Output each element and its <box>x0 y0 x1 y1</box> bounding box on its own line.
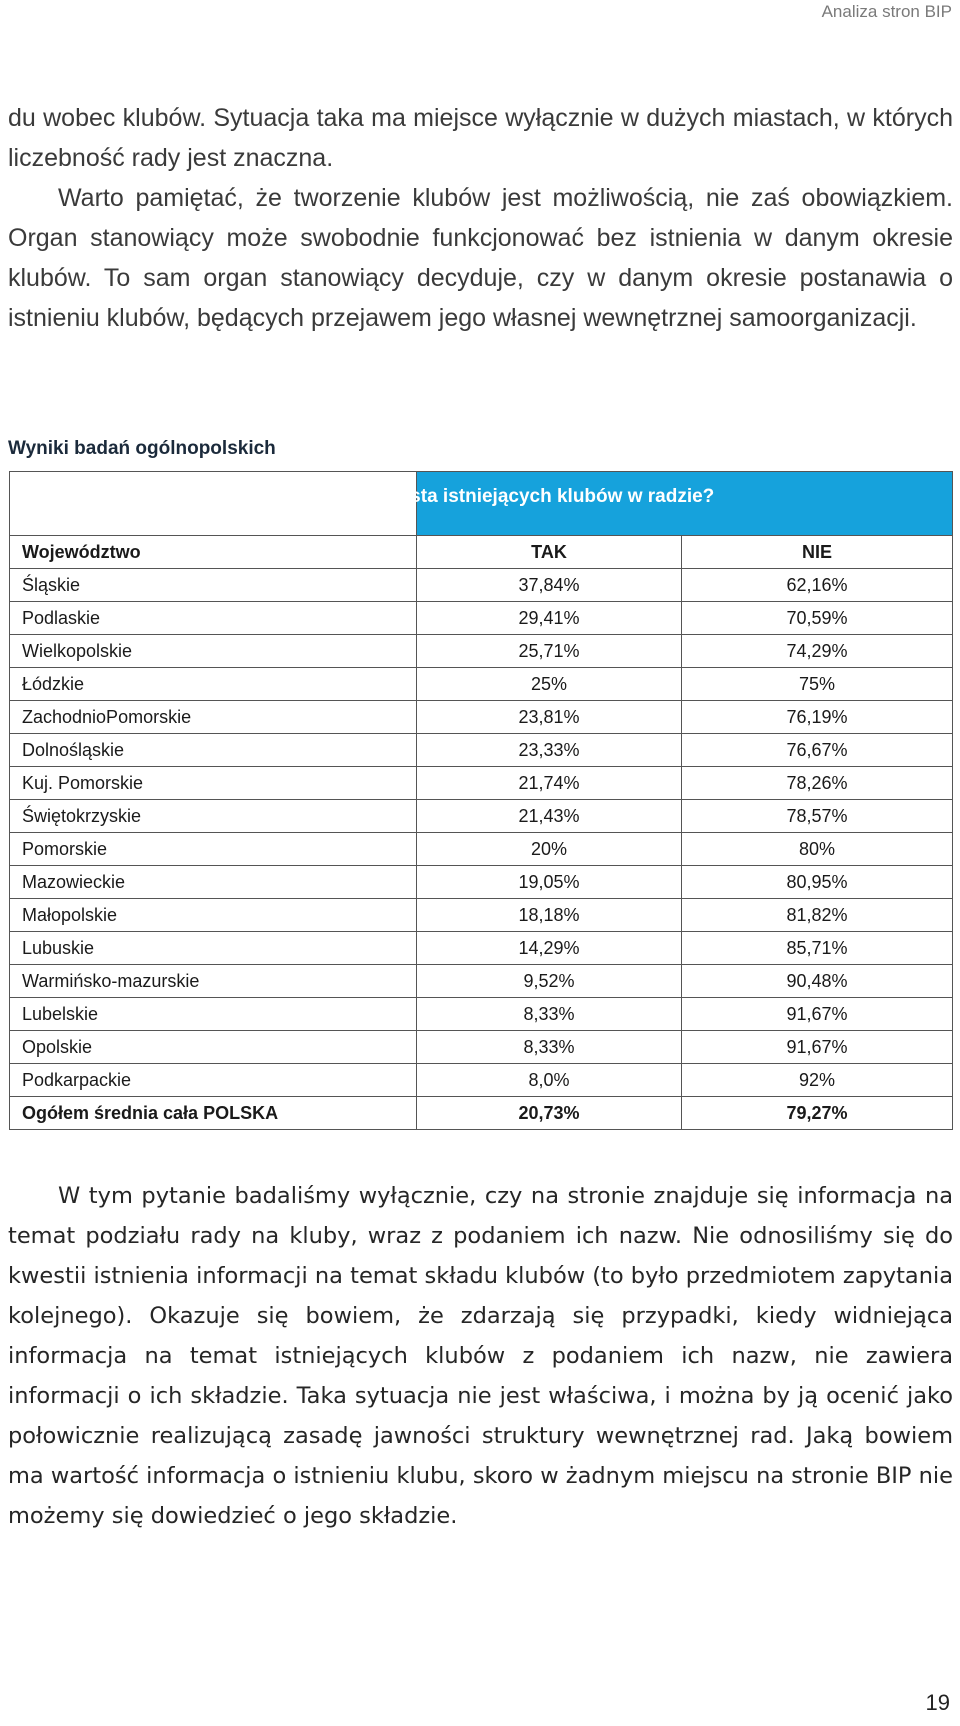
table-row <box>10 866 953 899</box>
table-row <box>10 833 953 866</box>
no-cell: 90,48% <box>682 965 953 998</box>
intro-paragraph-2: Warto pamiętać, że tworzenie klubów jest możliwością, nie zaś obowiązkiem. Organ stanowiący może swobodnie funkcjonować bez istnienia w danym okresie klubów. To sam organ stanowiący decyduje, czy w danym okresie postanawia o istnieniu klubów, będących przejawem jego własnej wewnętrznej samoorganizacji. <box>8 184 953 332</box>
no-cell: 80,95% <box>682 866 953 899</box>
no-cell: 75% <box>682 668 953 701</box>
column-header-yes: TAK <box>417 536 682 569</box>
yes-cell: 37,84% <box>417 569 682 602</box>
table-row <box>10 668 953 701</box>
body-text <box>8 1176 953 1536</box>
yes-cell: 20% <box>417 833 682 866</box>
region-cell: Podkarpackie <box>10 1064 417 1097</box>
running-header: Analiza stron BIP <box>821 2 952 21</box>
yes-cell: 14,29% <box>417 932 682 965</box>
no-cell: 92% <box>682 1064 953 1097</box>
page-number: 19 <box>925 1690 950 1715</box>
table-row <box>10 1031 953 1064</box>
region-cell: Lubelskie <box>10 998 417 1031</box>
region-cell: Mazowieckie <box>10 866 417 899</box>
column-header-no: NIE <box>682 536 953 569</box>
table-row <box>10 899 953 932</box>
region-cell: ZachodnioPomorskie <box>10 701 417 734</box>
region-cell: Podlaskie <box>10 602 417 635</box>
table-row <box>10 767 953 800</box>
body-paragraph: W tym pytanie badaliśmy wyłącznie, czy na stronie znajduje się informacja na temat podziału rady na kluby, wraz z podaniem ich nazw. Nie odnosiliśmy się do kwestii istnienia informacji na temat składu klubów (to było przedmiotem zapytania kolejnego). Okazuje się bowiem, że zdarzają się przypadki, kiedy widniejąca informacja na temat istniejących klubów z podaniem ich nazw, nie zawiera informacji o ich składzie. Taka sytuacja nie jest właściwa, i można by ją ocenić jako połowicznie realizującą zasadę jawności struktury wewnętrznej rad. Jaką bowiem ma wartość informacja o istnieniu klubu, skoro w żadnym miejscu na stronie BIP nie możemy się dowiedzieć o jego składzie. <box>8 1183 953 1529</box>
no-cell: 70,59% <box>682 602 953 635</box>
region-cell: Łódzkie <box>10 668 417 701</box>
table-row <box>10 932 953 965</box>
region-cell: Wielkopolskie <box>10 635 417 668</box>
no-cell: 76,67% <box>682 734 953 767</box>
total-no-cell: 79,27% <box>682 1097 953 1130</box>
region-cell: Warmińsko-mazurskie <box>10 965 417 998</box>
yes-cell: 23,33% <box>417 734 682 767</box>
section-title: Wyniki badań ogólnopolskich <box>8 438 276 459</box>
region-cell: Świętokrzyskie <box>10 800 417 833</box>
no-cell: 80% <box>682 833 953 866</box>
table-question: Czy podana jest lista istniejących klubów w radzie? <box>249 486 715 507</box>
total-row <box>10 1097 953 1130</box>
yes-cell: 29,41% <box>417 602 682 635</box>
yes-cell: 8,33% <box>417 1031 682 1064</box>
no-cell: 62,16% <box>682 569 953 602</box>
yes-cell: 18,18% <box>417 899 682 932</box>
question-row <box>10 472 953 536</box>
table-row <box>10 635 953 668</box>
no-cell: 91,67% <box>682 1031 953 1064</box>
column-header-region: Województwo <box>10 536 417 569</box>
table-row <box>10 602 953 635</box>
table-body <box>10 569 953 1130</box>
yes-cell: 21,43% <box>417 800 682 833</box>
yes-cell: 23,81% <box>417 701 682 734</box>
total-yes-cell: 20,73% <box>417 1097 682 1130</box>
results-table <box>9 471 953 1130</box>
yes-cell: 25,71% <box>417 635 682 668</box>
no-cell: 78,26% <box>682 767 953 800</box>
intro-text <box>8 98 953 338</box>
no-cell: 81,82% <box>682 899 953 932</box>
region-cell: Kuj. Pomorskie <box>10 767 417 800</box>
total-label-cell: Ogółem średnia cała POLSKA <box>10 1097 417 1130</box>
yes-cell: 9,52% <box>417 965 682 998</box>
region-cell: Śląskie <box>10 569 417 602</box>
region-cell: Pomorskie <box>10 833 417 866</box>
region-cell: Dolnośląskie <box>10 734 417 767</box>
no-cell: 74,29% <box>682 635 953 668</box>
region-cell: Małopolskie <box>10 899 417 932</box>
table-row <box>10 734 953 767</box>
table-row <box>10 800 953 833</box>
yes-cell: 19,05% <box>417 866 682 899</box>
yes-cell: 8,0% <box>417 1064 682 1097</box>
region-cell: Opolskie <box>10 1031 417 1064</box>
no-cell: 78,57% <box>682 800 953 833</box>
table-row <box>10 965 953 998</box>
yes-cell: 21,74% <box>417 767 682 800</box>
table-row <box>10 998 953 1031</box>
intro-paragraph-1: du wobec klubów. Sytuacja taka ma miejsce wyłącznie w dużych miastach, w których liczebność rady jest znaczna. <box>8 104 953 172</box>
header-row <box>10 536 953 569</box>
table-row <box>10 569 953 602</box>
no-cell: 91,67% <box>682 998 953 1031</box>
no-cell: 76,19% <box>682 701 953 734</box>
region-cell: Lubuskie <box>10 932 417 965</box>
table-row <box>10 701 953 734</box>
yes-cell: 8,33% <box>417 998 682 1031</box>
table-row <box>10 1064 953 1097</box>
yes-cell: 25% <box>417 668 682 701</box>
no-cell: 85,71% <box>682 932 953 965</box>
